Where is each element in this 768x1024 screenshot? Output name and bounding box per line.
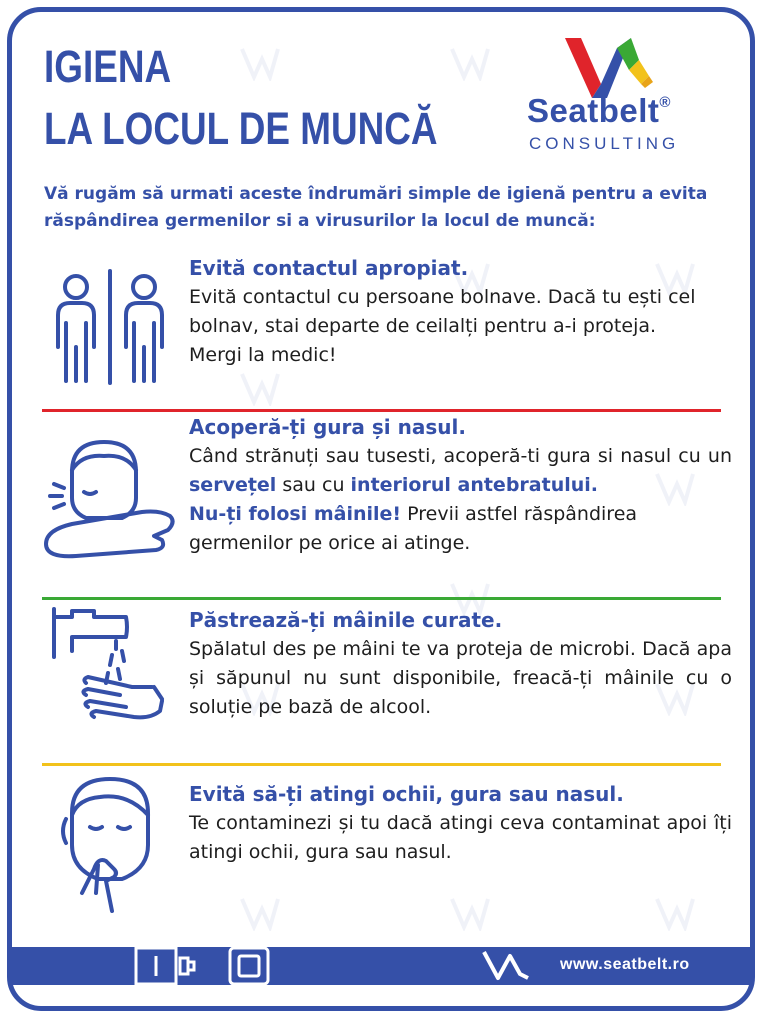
section-heading: Păstrează-ți mâinile curate.	[189, 608, 503, 632]
title-line-1: IGIENA	[44, 41, 172, 92]
text-part: Previi astfel răspândirea germenilor pe orice ai atinge.	[189, 503, 638, 554]
seatbelt-buckle-icon	[134, 946, 204, 986]
cough-elbow-icon	[42, 432, 177, 572]
section-avoid-touching	[42, 779, 732, 919]
section-text-extra: Mergi la medic!	[189, 344, 337, 366]
section-body	[189, 779, 732, 867]
divider-yellow	[42, 763, 721, 766]
text-part: sau cu	[276, 474, 351, 496]
footer-logo-icon	[480, 948, 536, 984]
brand-subtitle: CONSULTING	[529, 134, 680, 153]
section-heading: Evită să-ți atingi ochii, gura sau nasul.	[189, 782, 624, 806]
section-close-contact	[42, 253, 732, 403]
title-line-2: LA LOCUL DE MUNCĂ	[44, 103, 438, 154]
highlight-no-hands: Nu-ți folosi mâinile!	[189, 503, 402, 525]
section-heading: Acoperă-ți gura și nasul.	[189, 415, 466, 439]
watermark-icon	[450, 45, 490, 81]
section-text: Evită contactul cu persoane bolnave. Dacă tu ești cel bolnav, stai departe de ceilalți pentru a-i proteja.	[189, 286, 696, 337]
face-touch-icon	[42, 773, 177, 913]
brand-name-text: Seatbelt	[527, 92, 660, 129]
section-heading: Evită contactul apropiat.	[189, 256, 469, 280]
section-body	[189, 412, 732, 558]
section-text-extra	[189, 500, 732, 558]
handwashing-icon	[42, 607, 177, 747]
website-link[interactable]: www.seatbelt.ro	[560, 956, 690, 973]
divider-green	[42, 597, 721, 600]
highlight-tissue: servețel	[189, 474, 277, 496]
intro-text: Vă rugăm să urmati aceste îndrumări simple de igienă pentru a evita răspândirea germenilor si a virusurilor la locul de muncă:	[44, 184, 708, 231]
registered-mark: ®	[659, 94, 671, 111]
two-people-icon	[42, 263, 177, 403]
text-part: Când strănuți sau tusesti, acoperă-ti gura si nasul cu un	[189, 445, 732, 467]
section-body	[189, 253, 732, 370]
brand-name	[527, 92, 671, 130]
section-text	[189, 442, 732, 500]
page-title	[44, 36, 438, 160]
seatbelt-latch-icon	[228, 946, 270, 986]
section-body	[189, 605, 732, 722]
section-cover-mouth	[42, 412, 732, 592]
section-clean-hands	[42, 605, 732, 760]
section-text: Te contaminezi și tu dacă atingi ceva contaminat apoi îți atingi ochii, gura sau nasul.	[189, 812, 732, 863]
highlight-forearm: interiorul antebratului.	[350, 474, 598, 496]
section-text: Spălatul des pe mâini te va proteja de microbi. Dacă apa și săpunul nu sunt disponibile, freacă-ți mâinile cu o soluție pe bază de alcool.	[189, 638, 732, 718]
